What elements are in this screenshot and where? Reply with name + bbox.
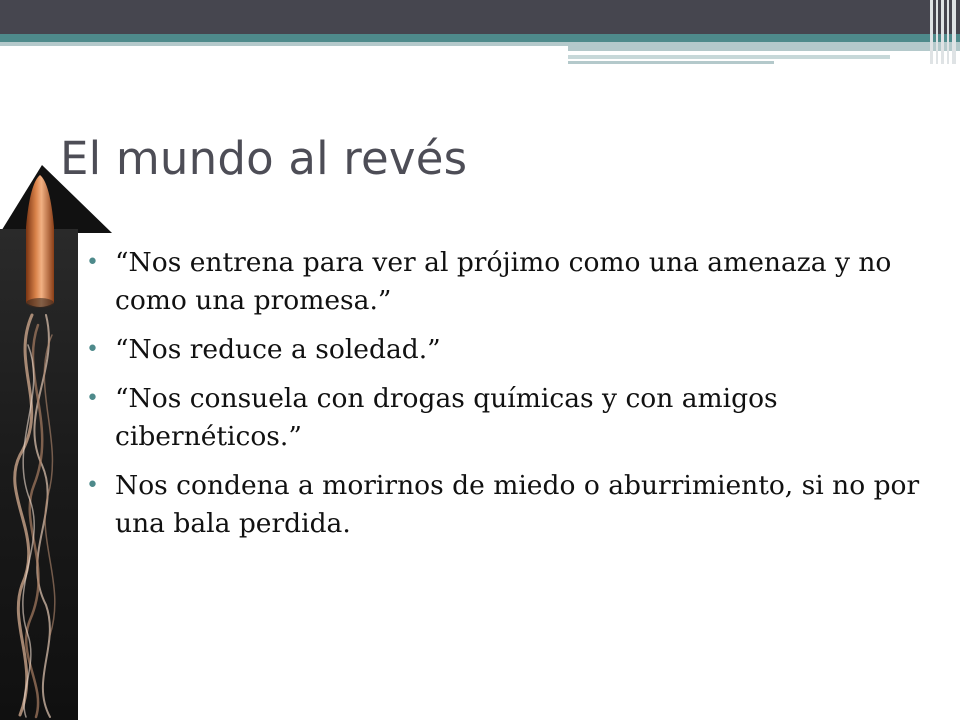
- list-item: [82, 331, 938, 369]
- list-item: [82, 380, 938, 456]
- slide-title: El mundo al revés: [60, 132, 468, 185]
- header-accent-line: [568, 61, 774, 64]
- bullet-text: “Nos entrena para ver al prójimo como una amenaza y no como una promesa.”: [115, 247, 892, 316]
- bullet-dot-icon: •: [86, 250, 99, 275]
- bullet-dot-icon: •: [86, 337, 99, 362]
- bullet-text: “Nos consuela con drogas químicas y con amigos cibernéticos.”: [115, 383, 778, 452]
- header-bar: [0, 0, 960, 34]
- header-accent-line: [568, 55, 890, 59]
- header-stripe: [0, 34, 960, 42]
- bullet-text: “Nos reduce a soledad.”: [115, 334, 441, 365]
- bullet-list: [82, 244, 938, 554]
- list-item: [82, 244, 938, 320]
- corner-decoration: [928, 0, 960, 64]
- header-accent-line: [568, 46, 960, 51]
- bullet-dot-icon: •: [86, 386, 99, 411]
- bullet-dot-icon: •: [86, 473, 99, 498]
- bullet-text: Nos condena a morirnos de miedo o aburrimiento, si no por una bala perdida.: [115, 470, 920, 539]
- list-item: [82, 467, 938, 543]
